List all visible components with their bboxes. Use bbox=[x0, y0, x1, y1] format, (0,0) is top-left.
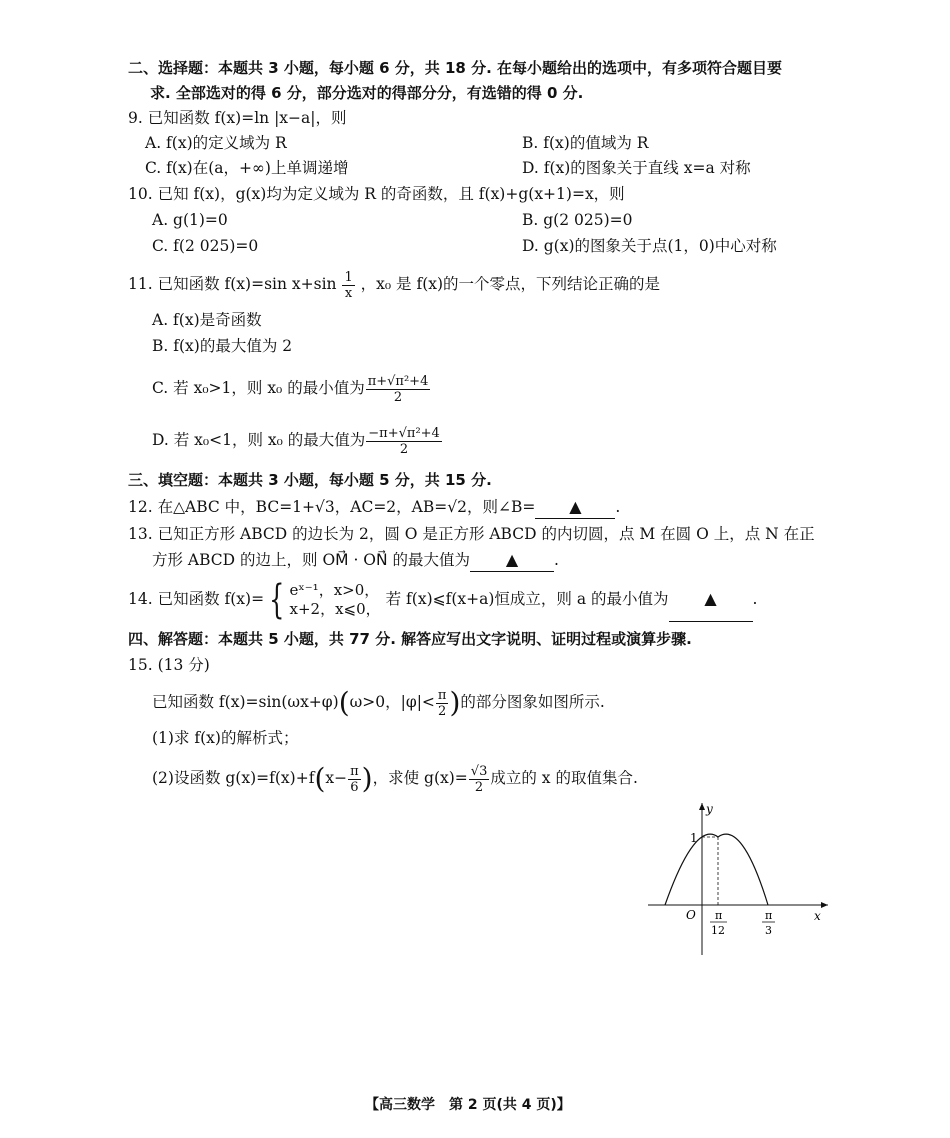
q10-option-a: A. g(1)=0 bbox=[152, 211, 228, 229]
q11-d-num: −π+√π²+4 bbox=[368, 425, 440, 441]
q12-triangle-marker: ▲ bbox=[569, 497, 582, 516]
q15-part2-post: 成立的 x 的取值集合. bbox=[490, 769, 638, 787]
q15-part2 bbox=[152, 758, 638, 798]
q10-option-d: D. g(x)的图象关于点(1，0)中心对称 bbox=[522, 237, 777, 255]
section3-header: 三、填空题：本题共 3 小题，每小题 5 分，共 15 分. bbox=[128, 471, 492, 489]
q11-c-pre: C. 若 x₀>1，则 x₀ 的最小值为 bbox=[152, 379, 365, 397]
q9-option-b: B. f(x)的值域为 R bbox=[522, 134, 649, 152]
q15-cond-fraction bbox=[436, 688, 449, 719]
q14-case2: x+2，x⩽0， bbox=[289, 600, 381, 618]
q15-cond-pre: ω>0，|φ|< bbox=[349, 693, 435, 711]
q9-option-a: A. f(x)的定义域为 R bbox=[145, 134, 287, 152]
y-axis-arrow bbox=[699, 803, 705, 810]
section2-header-line1: 二、选择题：本题共 3 小题，每小题 6 分，共 18 分. 在每小题给出的选项中，有多项符合题目要 bbox=[128, 59, 783, 77]
q14-case1: eˣ⁻¹，x>0， bbox=[289, 581, 380, 599]
q15-part2-pre: (2)设函数 g(x)=f(x)+f bbox=[152, 769, 315, 787]
tick1-num: π bbox=[715, 909, 723, 922]
q12-answer-blank[interactable] bbox=[535, 496, 615, 519]
q15-stem bbox=[152, 684, 605, 720]
page-footer: 【高三数学 第 2 页(共 4 页)】 bbox=[365, 1097, 571, 1113]
q15-part2-val-den: 2 bbox=[474, 779, 484, 795]
q15-head: 15. (13 分) bbox=[128, 656, 210, 674]
q15-part2-mid: ，求使 g(x)= bbox=[372, 769, 468, 787]
q15-stem-post: 的部分图象如图所示. bbox=[460, 693, 605, 711]
q11-d-fraction bbox=[366, 426, 442, 457]
q13-line2 bbox=[152, 549, 559, 572]
q15-part2-val-num: √3 bbox=[470, 763, 488, 779]
q11-fraction bbox=[342, 270, 354, 301]
q11-stem-pre: 11. 已知函数 f(x)=sin x+sin bbox=[128, 275, 337, 293]
q11-frac-den: x bbox=[344, 285, 353, 301]
q11-frac-num: 1 bbox=[344, 269, 353, 285]
q11-option-d bbox=[152, 420, 443, 460]
q12-line bbox=[128, 496, 620, 519]
q11-c-num: π+√π²+4 bbox=[367, 373, 429, 389]
q11-option-b: B. f(x)的最大值为 2 bbox=[152, 337, 293, 355]
q15-part2-val-fraction bbox=[469, 764, 490, 795]
q11-option-c bbox=[152, 368, 431, 408]
q13-answer-blank[interactable] bbox=[470, 549, 554, 572]
q15-left-paren: ( bbox=[338, 686, 350, 719]
q15-part2-arg-fraction bbox=[348, 764, 361, 795]
q15-cond-num: π bbox=[437, 687, 447, 703]
q11-stem-post: ，x₀ 是 f(x)的一个零点，下列结论正确的是 bbox=[360, 275, 661, 293]
q14-triangle-marker: ▲ bbox=[704, 589, 717, 608]
q14-brace: { bbox=[269, 577, 285, 623]
function-graph bbox=[640, 795, 840, 965]
q11-c-fraction bbox=[366, 374, 431, 405]
q11-d-den: 2 bbox=[399, 441, 409, 457]
q15-stem-pre: 已知函数 f(x)=sin(ωx+φ) bbox=[152, 693, 339, 711]
q9-option-c: C. f(x)在(a，+∞)上单调递增 bbox=[145, 159, 349, 177]
q11-option-a: A. f(x)是奇函数 bbox=[152, 311, 262, 329]
q14-cases bbox=[290, 581, 381, 619]
q10-option-c: C. f(2 025)=0 bbox=[152, 237, 259, 255]
q13-line1: 13. 已知正方形 ABCD 的边长为 2，圆 O 是正方形 ABCD 的内切圆，点 M 在圆 O 上，点 N 在正 bbox=[128, 525, 815, 543]
x-label: x bbox=[814, 909, 821, 923]
q11-stem bbox=[128, 266, 660, 302]
q11-c-den: 2 bbox=[393, 389, 403, 405]
q14-post: 若 f(x)⩽f(x+a)恒成立，则 a 的最小值为 bbox=[385, 590, 669, 608]
q11-d-pre: D. 若 x₀<1，则 x₀ 的最大值为 bbox=[152, 431, 366, 449]
x-axis-arrow bbox=[821, 902, 828, 908]
tick1-den: 12 bbox=[711, 924, 725, 937]
q15-right-paren: ) bbox=[449, 686, 461, 719]
y-label: y bbox=[706, 802, 713, 816]
q15-part2-left-paren: ( bbox=[314, 762, 326, 795]
q15-part1: (1)求 f(x)的解析式； bbox=[152, 729, 299, 747]
q9-stem: 9. 已知函数 f(x)=ln |x−a|，则 bbox=[128, 109, 347, 127]
q12-end: . bbox=[615, 498, 621, 516]
tick2-num: π bbox=[765, 909, 773, 922]
q13-end: . bbox=[554, 551, 559, 569]
section4-header: 四、解答题：本题共 5 小题，共 77 分. 解答应写出文字说明、证明过程或演算步骤. bbox=[128, 630, 692, 648]
q14-end: . bbox=[752, 590, 758, 608]
q15-part2-right-paren: ) bbox=[361, 762, 373, 795]
q15-part2-arg-pre: x− bbox=[325, 769, 348, 787]
q15-cond-den: 2 bbox=[438, 703, 447, 719]
q15-part2-arg-num: π bbox=[350, 763, 359, 779]
q12-text: 12. 在△ABC 中，BC=1+√3，AC=2，AB=√2，则∠B= bbox=[128, 498, 536, 516]
y-tick-one: 1 bbox=[690, 831, 698, 845]
q14-answer-blank[interactable] bbox=[669, 577, 753, 622]
q14-pre: 14. 已知函数 f(x)= bbox=[128, 590, 265, 608]
origin-label: O bbox=[686, 908, 696, 922]
q10-stem: 10. 已知 f(x)，g(x)均为定义域为 R 的奇函数，且 f(x)+g(x+1)=x，则 bbox=[128, 185, 625, 203]
q9-option-d: D. f(x)的图象关于直线 x=a 对称 bbox=[522, 159, 751, 177]
q14-line bbox=[128, 577, 757, 622]
q13-line2-text: 方形 ABCD 的边上，则 OM⃗ · ON⃗ 的最大值为 bbox=[152, 551, 471, 569]
sine-curve bbox=[665, 834, 768, 905]
q15-part2-arg-den: 6 bbox=[350, 779, 359, 795]
section2-header-line2: 求. 全部选对的得 6 分，部分选对的得部分分，有选错的得 0 分. bbox=[150, 84, 584, 102]
q10-option-b: B. g(2 025)=0 bbox=[522, 211, 633, 229]
q13-triangle-marker: ▲ bbox=[505, 550, 519, 569]
tick2-den: 3 bbox=[765, 924, 772, 937]
